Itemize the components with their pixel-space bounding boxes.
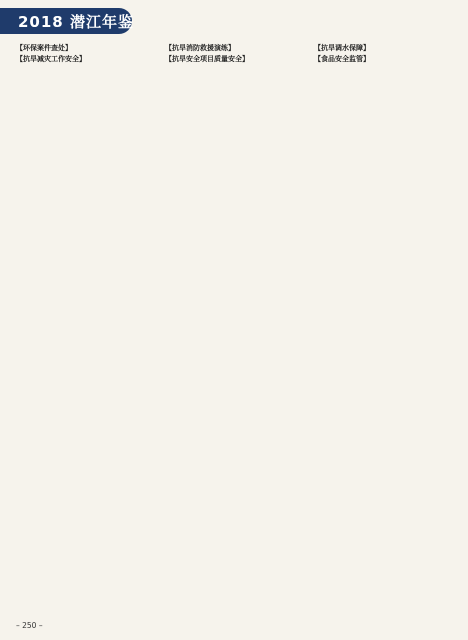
section-heading: 【抗旱安全项目质量安全】 [165,54,249,64]
column-3 [314,42,451,616]
text-columns [16,42,452,616]
column-1 [16,42,153,616]
section-heading: 【抗旱调水保障】 [314,43,370,52]
section-heading: 【环保案件查处】 [16,43,72,52]
header-badge [0,8,132,34]
section-heading: 【抗旱减灾工作安全】 [16,54,86,64]
header-title: 2018 潜江年鉴 [18,13,134,31]
column-2 [165,42,302,616]
page-header [0,8,468,34]
page-number: – 250 – [16,621,43,630]
section-heading: 【抗旱消防救援演练】 [165,43,235,52]
section-heading: 【食品安全监管】 [314,54,370,64]
